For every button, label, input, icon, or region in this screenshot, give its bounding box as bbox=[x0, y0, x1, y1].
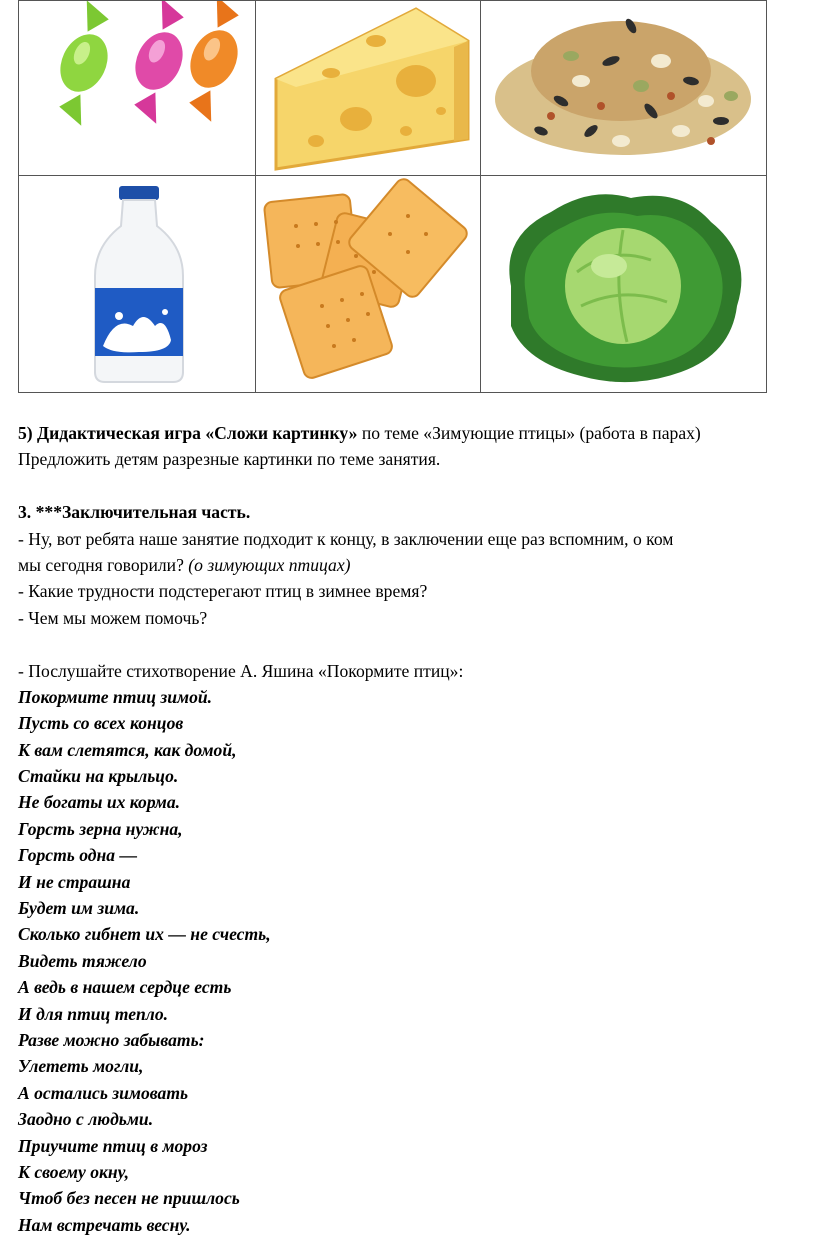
poem bbox=[18, 684, 813, 1238]
final-line2 bbox=[18, 552, 813, 578]
cell-cheese bbox=[255, 0, 481, 176]
final-heading: 3. ***Заключительная часть. bbox=[18, 502, 251, 523]
poem-intro: - Послушайте стихотворение А. Яшина «Покормите птиц»: bbox=[18, 660, 464, 681]
crackers-image bbox=[256, 176, 481, 393]
final-line2-text: мы сегодня говорили? bbox=[18, 554, 189, 575]
poem-line: Не богаты их корма. bbox=[18, 792, 181, 813]
cabbage-image bbox=[481, 176, 767, 393]
poem-line: Улететь могли, bbox=[18, 1056, 144, 1077]
poem-line: Видеть тяжело bbox=[18, 950, 147, 971]
poem-line: К вам слетятся, как домой, bbox=[18, 739, 237, 760]
poem-line: Нам встречать весну. bbox=[18, 1214, 191, 1235]
poem-line: Будет им зима. bbox=[18, 898, 140, 919]
poem-line: Сколько гибнет их — не счесть, bbox=[18, 924, 271, 945]
poem-line: Заодно с людьми. bbox=[18, 1109, 154, 1130]
poem-line: И не страшна bbox=[18, 871, 131, 892]
poem-line: К своему окну, bbox=[18, 1161, 130, 1182]
final-line2-answer: (о зимующих птицах) bbox=[188, 554, 351, 575]
cell-candies bbox=[18, 0, 256, 176]
question-2: - Чем мы можем помочь? bbox=[18, 607, 208, 628]
poem-line: Горсть зерна нужна, bbox=[18, 818, 183, 839]
poem-line: А остались зимовать bbox=[18, 1082, 189, 1103]
game-line bbox=[18, 420, 813, 446]
seed-mix-image bbox=[481, 1, 767, 176]
cheese-image bbox=[256, 1, 481, 176]
cell-seeds bbox=[480, 0, 767, 176]
poem-line: Разве можно забывать: bbox=[18, 1029, 205, 1050]
poem-line: Покормите птиц зимой. bbox=[18, 686, 213, 707]
document-body bbox=[18, 420, 813, 1238]
cell-cabbage bbox=[480, 175, 767, 393]
poem-line: Стайки на крыльцо. bbox=[18, 766, 179, 787]
game-title: 5) Дидактическая игра «Сложи картинку» bbox=[18, 423, 358, 443]
question-1: - Какие трудности подстерегают птиц в зимнее время? bbox=[18, 581, 428, 602]
milk-bottle-image bbox=[19, 176, 256, 393]
poem-line: И для птиц тепло. bbox=[18, 1003, 169, 1024]
cell-milk bbox=[18, 175, 256, 393]
game-instruction: Предложить детям разрезные картинки по теме занятия. bbox=[18, 449, 441, 470]
poem-line: Приучите птиц в мороз bbox=[18, 1135, 208, 1156]
cell-crackers bbox=[255, 175, 481, 393]
poem-line: А ведь в нашем сердце есть bbox=[18, 977, 232, 998]
poem-line: Горсть одна — bbox=[18, 845, 138, 866]
game-topic: по теме «Зимующие птицы» (работа в парах) bbox=[357, 423, 701, 443]
poem-line: Чтоб без песен не пришлось bbox=[18, 1188, 240, 1209]
final-line1: - Ну, вот ребята наше занятие подходит к концу, в заключении еще раз вспомним, о ком bbox=[18, 528, 674, 549]
candies-image bbox=[19, 1, 256, 176]
poem-line: Пусть со всех концов bbox=[18, 713, 184, 734]
